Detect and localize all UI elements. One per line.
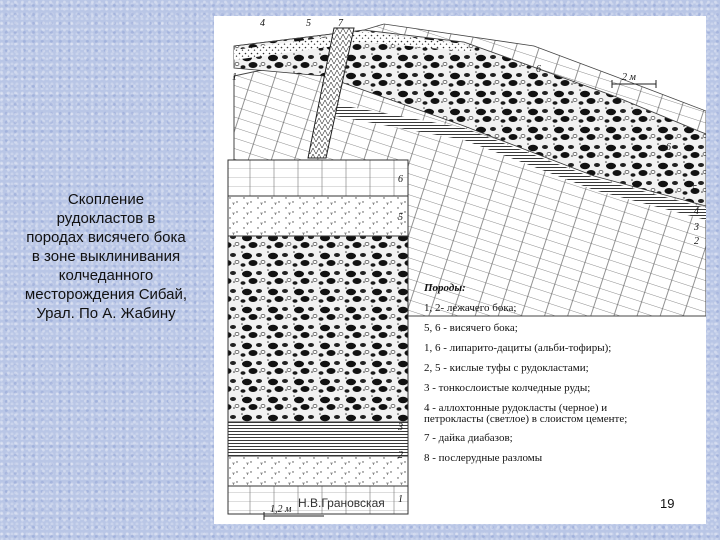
scale-label-top: 2 м <box>622 72 636 83</box>
legend-item: 2, 5 - кислые туфы с рудокластами; <box>424 362 589 374</box>
label-top: 5 <box>306 18 311 29</box>
caption-line: в зоне выклинивания <box>31 248 181 265</box>
label-column: 1 <box>398 494 403 505</box>
page-number: 19 <box>660 496 675 511</box>
label-side: 2 <box>694 236 699 247</box>
legend-item: 1, 6 - липарито-дациты (альби-тофиры); <box>424 342 612 354</box>
caption-line: колчеданного <box>58 267 154 284</box>
figure-caption <box>6 190 206 323</box>
label-top: 4 <box>260 18 265 29</box>
label-side: 4 <box>694 206 699 217</box>
label-column: 6 <box>398 174 403 185</box>
section-drawing <box>214 16 706 524</box>
label-top: 7 <box>338 18 343 29</box>
legend-item: 7 - дайка диабазов; <box>424 432 513 444</box>
label-column: 4 <box>398 324 403 335</box>
caption-line: месторождения Сибай, <box>24 286 188 303</box>
label-side: 6 <box>666 142 671 153</box>
label-column: 5 <box>398 212 403 223</box>
caption-line: Скопление <box>67 191 145 208</box>
legend-item: 4 - аллохтонные рудокласты (черное) и <box>424 402 608 414</box>
legend-item: 8 - послерудные разломы <box>424 452 543 464</box>
caption-line: Урал. По А. Жабину <box>36 305 176 322</box>
legend-item: петрокласты (светлое) в слоистом цементе; <box>424 413 628 425</box>
label-column: 2 <box>398 450 403 461</box>
legend-item: 3 - тонкослоистые колчедные руды; <box>424 382 591 394</box>
geologic-section-figure <box>214 16 706 524</box>
label-side: 5 <box>692 184 697 195</box>
caption-line: рудокластов в <box>56 210 156 227</box>
scale-label-bottom: 1,2 м <box>270 504 292 515</box>
legend-item: 5, 6 - висячего бока; <box>424 322 518 334</box>
label-side: 1 <box>232 72 237 83</box>
label-column: 3 <box>398 422 403 433</box>
author-credit: Н.В.Грановская <box>298 496 385 510</box>
legend-item: 1, 2- лежачего бока; <box>424 302 517 314</box>
label-side: 6 <box>536 64 541 75</box>
legend-title: Породы: <box>424 282 466 294</box>
caption-line: породах висячего бока <box>26 229 186 246</box>
stratigraphic-column <box>228 160 408 514</box>
label-side: 3 <box>694 222 699 233</box>
